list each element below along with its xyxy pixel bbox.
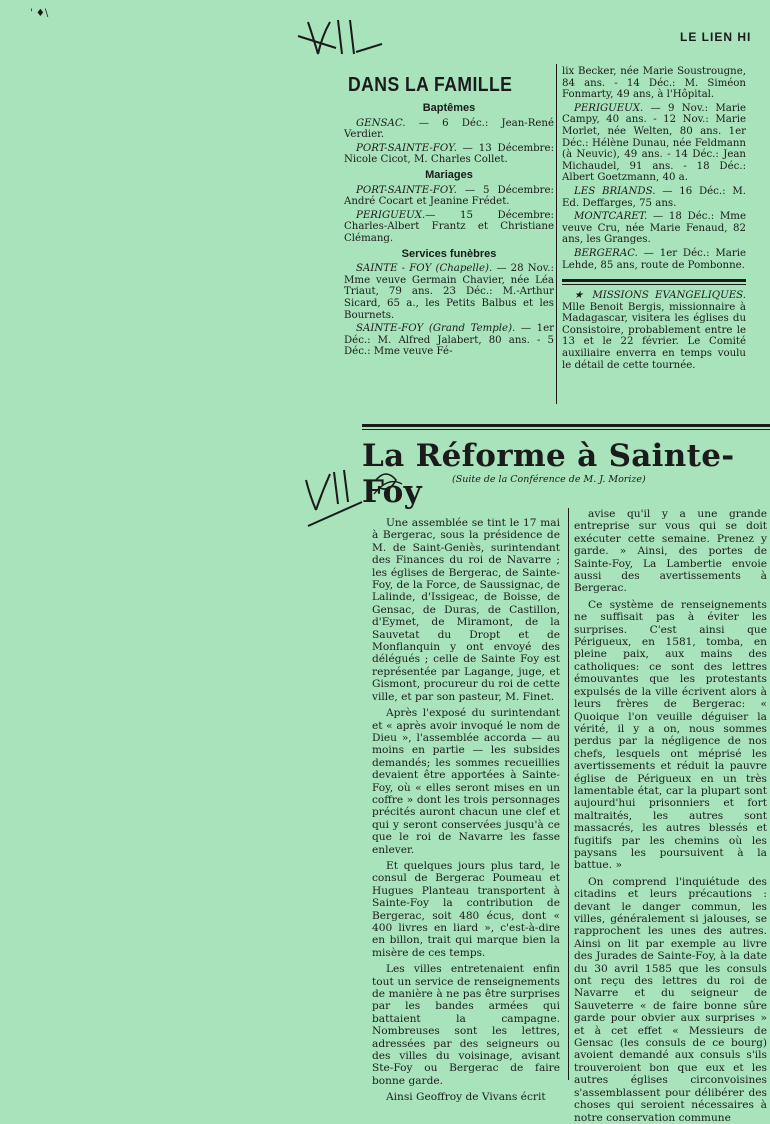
article-subtitle: (Suite de la Conférence de M. J. Morize) — [452, 474, 646, 485]
article-paragraph: Une assemblée se tint le 17 mai à Bergerac, sous la présidence de M. de Saint-Geniès, surintendant des Finances du roi de Navarre ; les églises de Bergerac, de Sainte-Foy, de la Force, de Saussignac, de Lalinde, d'Issigeac, de Boisse, de Gensac, de Duras, de Castillon, d'Eymet, de Miramont, de la Sauvetat du Dropt et de Monflanquin y ont envoyé des délégués ; celle de Sainte Foy est représentée par Lagange, juge, et Gismont, procureur du roi de cette ville, et par son pasteur, M. Finet. — [372, 517, 560, 703]
entry-text: — 1er Déc.: M. Alfred Jalabert, 80 ans. - 5 Déc.: Mme veuve Fé- — [344, 323, 554, 358]
famille-column-2 — [562, 66, 746, 373]
entry-place: PERIGUEUX. — [356, 209, 426, 221]
article-paragraph: Les villes entretenaient enfin tout un service de renseignements de manière à ne pas être surprises par les bandes armées qui battaient la campagne. Nombreuses sont les lettres, adressées par des seigneurs ou des villes du voisinage, avisant Ste-Foy ou Bergerac de faire bonne garde. — [372, 963, 560, 1087]
family-entry — [562, 248, 746, 271]
section-heading: Baptêmes — [422, 102, 476, 114]
family-entry — [344, 263, 554, 321]
family-entry — [344, 210, 554, 245]
article-title: La Réforme à Sainte-Foy — [362, 438, 735, 510]
running-head: LE LIEN HI — [680, 30, 752, 44]
entry-text: — 6 Déc.: Jean-René Verdier. — [344, 117, 554, 141]
entry-text: — 16 Déc.: M. Ed. Deffarges, 75 ans. — [562, 185, 746, 209]
entry-text: — 9 Nov.: Marie Campy, 40 ans. - 12 Nov.: Marie Morlet, née Welten, 80 ans. 1er Déc.: Hélène Dunau, née Feldmann (à Neuvic), 49 ans. - 14 Déc.: Jean Michaudel, 91 ans. - 18 Déc.: Albert Goetzmann, 40 a. — [562, 102, 746, 184]
article-separator-thin — [362, 429, 770, 430]
entry-place: SAINTE-FOY (Grand Temple). — [356, 323, 516, 335]
famille-title: DANS LA FAMILLE — [348, 74, 513, 96]
article-separator — [362, 424, 770, 427]
famille-column-1 — [344, 66, 554, 360]
entry-text: — 1er Déc.: Marie Lehde, 85 ans, route de Pombonne. — [562, 247, 746, 271]
entry-text: lix Becker, née Marie Soustrougne, 84 ans. - 14 Déc.: M. Siméon Fonmarty, 49 ans, à l'Hôpital. — [562, 66, 746, 101]
entry-place: PORT-SAINTE-FOY. — [356, 142, 457, 154]
article-paragraph: avise qu'il y a une grande entreprise sur vous qui se doit exécuter cette semaine. Prenez y garde. » Ainsi, des portes de Sainte-Foy, La Lambertie envoie aussi des avertissements à Bergerac. — [574, 508, 767, 595]
handwritten-mark-top-svg — [296, 14, 386, 64]
section-heading: Mariages — [425, 168, 473, 181]
corner-mark: ' ♦\ — [30, 8, 49, 19]
entry-text: — 28 Nov.: Mme veuve Germain Chavier, née Léa Triaut, 79 ans. 23 Déc.: M.-Arthur Sicard, 65 a., les Petits Balbus et les Bournets. — [344, 263, 554, 321]
entry-continuation — [562, 66, 746, 101]
article-paragraph: Et quelques jours plus tard, le consul de Bergerac Poumeau et Hugues Planteau transportent à Sainte-Foy la contribution de Bergerac, soit 480 écus, dont « 400 livres en liard », c'est-à-dire en billon, trait qui marque bien la misère de ces temps. — [372, 859, 560, 959]
entry-place: PORT-SAINTE-FOY. — [356, 184, 457, 196]
entry-place: BERGERAC. — [574, 247, 638, 259]
article-paragraph: Ce système de renseignements ne suffisait pas à éviter les surprises. C'est ainsi que Périgueux, en 1581, tomba, en pleine paix, aux mains des catholiques: ce sont des lettres émouvantes que les protestants expulsés de la ville écrivent alors à leurs frères de Bergerac: « Quoique l'on veuille déguiser la vérité, il y a on, nous sommes perdus par la négligence de nos chefs, lesquels ont méprisé les avertissements et réduit la pauvre église de Périgueux en un très lamentable état, car la plupart sont aujourd'hui prisonniers et fort maltraités, les autres sont massacrés, les autres blessés et fugitifs par les chemins où les paysans les poursuivent à la battue. » — [574, 598, 767, 872]
missions-text: Mlle Benoit Bergis, missionnaire à Madagascar, visitera les églises du Consistoire, probablement entre le 13 et le 22 février. Le Comité auxiliaire enverra en temps voulu le détail de cette tournée. — [562, 301, 746, 371]
entry-text: — 5 Décembre: André Cocart et Jeanine Frédet. — [344, 184, 554, 208]
missions-heading: ★ MISSIONS EVANGELIQUES. — [574, 290, 746, 302]
missions-notice — [562, 290, 746, 371]
entry-place: PERIGUEUX. — [574, 102, 644, 114]
missions-rule-thin — [562, 284, 746, 285]
family-entry — [344, 185, 554, 208]
article-paragraph: On comprend l'inquiétude des citadins et leurs précautions : devant le danger commun, les villes, généralement si jalouses, se rapprochent les unes des autres. Ainsi on lit par exemple au livre des Jurades de Sainte-Foy, à la date du 30 avril 1585 que les consuls ont reçu des lettres du roi de Navarre et du seigneur de Sauveterre « de faire bonne sûre garde pour obvier aux surprises » et à cet effet « Messieurs de Gensac (les consuls de ce bourg) avoient demandé aux consuls s'ils trouveroient bon que eux et les autres églises circonvoisines s'assemblassent pour délibérer des choses qui seroient nécessaires à notre conservation commune — [574, 875, 767, 1124]
family-entry — [344, 143, 554, 166]
entry-text: — 18 Déc.: Mme veuve Cru, née Marie Fenaud, 82 ans, les Granges. — [562, 211, 746, 246]
family-entry — [562, 103, 746, 184]
section-heading: Services funèbres — [401, 247, 497, 260]
entry-place: LES BRIANDS. — [574, 185, 656, 197]
article-column-1 — [372, 517, 560, 1108]
missions-rule — [562, 279, 746, 282]
family-entry — [344, 118, 554, 141]
article-paragraph: Après l'exposé du surintendant et « après avoir invoqué le nom de Dieu », l'assemblée accorda — au moins en partie — les subsides demandés; les sommes recueillies devaient être apportées à Sainte-Foy, où « elles seront mises en un coffre » dont les trois personnages précités auront chacun une clef et qui y seront conservées jusqu'à ce que le roi de Navarre les fasse enlever. — [372, 707, 560, 856]
family-entry — [344, 323, 554, 358]
article-column-divider — [568, 508, 569, 1080]
entry-text: — 13 Décembre: Nicole Cicot, M. Charles Collet. — [344, 142, 554, 166]
famille-col1-body — [344, 103, 554, 358]
article-paragraph: Ainsi Geoffroy de Vivans écrit — [386, 1091, 546, 1104]
entry-text: — 15 Décembre: Charles-Albert Frantz et Christiane Clémang. — [344, 209, 554, 244]
column-divider — [556, 64, 557, 404]
family-entry — [562, 186, 746, 209]
famille-col2-body — [562, 66, 746, 271]
entry-place: MONTCARET. — [574, 211, 648, 223]
entry-place: GENSAC. — [356, 117, 406, 129]
handwritten-numeral-top — [296, 14, 386, 64]
article-column-2 — [574, 508, 767, 1124]
entry-place: SAINTE - FOY (Chapelle). — [356, 263, 493, 275]
family-entry — [562, 211, 746, 246]
